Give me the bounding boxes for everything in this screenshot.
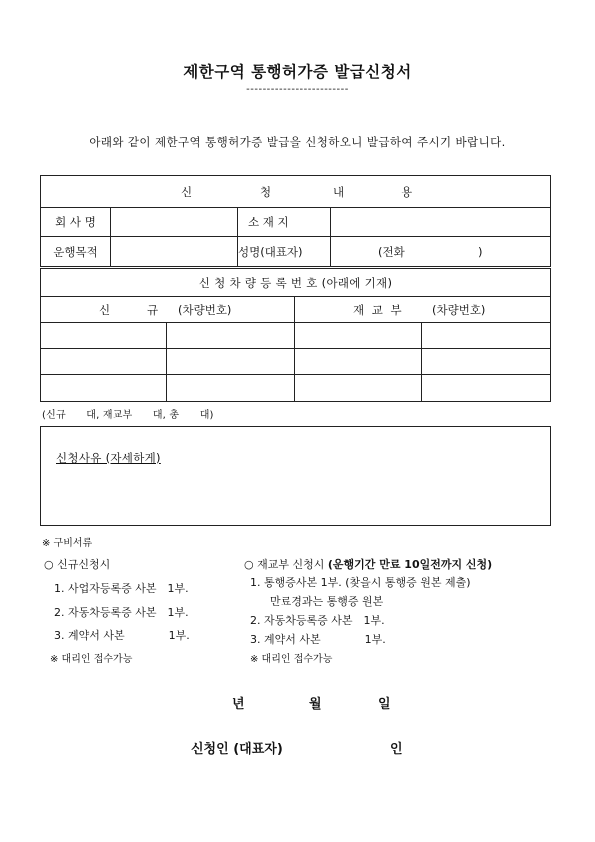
new-vehicle-cell[interactable] <box>167 375 294 401</box>
page-title: 제한구역 통행허가증 발급신청서 <box>183 63 412 81</box>
reissue-vehicle-header: 재 교 부 (차량번호) <box>353 302 486 317</box>
vehicle-count-line: (신규 대, 재교부 대, 총 대) <box>42 410 214 421</box>
purpose-field[interactable] <box>111 237 241 266</box>
vehicle-table-header: 신 청 차 량 등 록 번 호 (아래에 기재) <box>198 275 393 290</box>
reissue-doc-item: 3. 계약서 사본 1부. <box>250 633 386 646</box>
reissue-vehicle-cell[interactable] <box>295 349 421 374</box>
reissue-vehicle-cell[interactable] <box>422 349 550 374</box>
vehicle-table <box>40 268 551 402</box>
application-header: 신 청 내 용 <box>181 184 413 199</box>
company-field[interactable] <box>111 207 241 236</box>
reason-box[interactable] <box>40 426 551 526</box>
phone-label: (전화 <box>378 244 405 259</box>
application-table <box>40 175 551 267</box>
reissue-doc-item: 1. 통행증사본 1부. (찾을시 통행증 원본 제출) <box>250 576 471 589</box>
new-doc-item: 1. 사업자등록증 사본 1부. <box>54 582 189 595</box>
date-month-label: 월 <box>309 697 322 712</box>
new-vehicle-header: 신 규 (차량번호) <box>99 302 232 317</box>
reissue-vehicle-cell[interactable] <box>422 375 550 401</box>
name-label: 성명(대표자) <box>238 244 303 259</box>
reissue-doc-item: 만료경과는 통행증 원본 <box>270 595 384 608</box>
title-underline: ------------------------- <box>246 84 349 95</box>
new-vehicle-cell[interactable] <box>41 323 166 348</box>
phone-close: ) <box>478 244 483 259</box>
date-day-label: 일 <box>378 697 391 712</box>
applicant-seal: 인 <box>390 742 403 757</box>
reissue-docs-heading: ○ 재교부 신청시 (운행기간 만료 10일전까지 신청) <box>244 558 493 571</box>
name-phone-field[interactable] <box>331 237 550 266</box>
new-doc-item: 2. 자동차등록증 사본 1부. <box>54 606 189 619</box>
applicant-label: 신청인 (대표자) <box>191 742 283 757</box>
reissue-vehicle-cell[interactable] <box>295 375 421 401</box>
date-year-label: 년 <box>232 697 245 712</box>
reissue-vehicle-cell[interactable] <box>295 323 421 348</box>
new-docs-note: ※ 대리인 접수가능 <box>50 654 133 665</box>
documents-title: ※ 구비서류 <box>42 538 93 549</box>
reissue-doc-item: 2. 자동차등록증 사본 1부. <box>250 614 385 627</box>
new-vehicle-cell[interactable] <box>167 349 294 374</box>
location-label: 소 재 지 <box>248 214 289 229</box>
reason-label: 신청사유 (자세하게) <box>56 451 161 465</box>
new-doc-item: 3. 계약서 사본 1부. <box>54 629 190 642</box>
reissue-docs-note: ※ 대리인 접수가능 <box>250 654 333 665</box>
purpose-label: 운행목적 <box>53 244 98 259</box>
company-label: 회 사 명 <box>55 214 96 229</box>
new-vehicle-cell[interactable] <box>41 349 166 374</box>
new-vehicle-cell[interactable] <box>167 323 294 348</box>
location-field[interactable] <box>331 207 554 236</box>
reissue-vehicle-cell[interactable] <box>422 323 550 348</box>
intro-text: 아래와 같이 제한구역 통행허가증 발급을 신청하오니 발급하여 주시기 바랍니다. <box>89 135 506 149</box>
new-vehicle-cell[interactable] <box>41 375 166 401</box>
new-docs-heading: ○ 신규신청시 <box>44 558 111 571</box>
